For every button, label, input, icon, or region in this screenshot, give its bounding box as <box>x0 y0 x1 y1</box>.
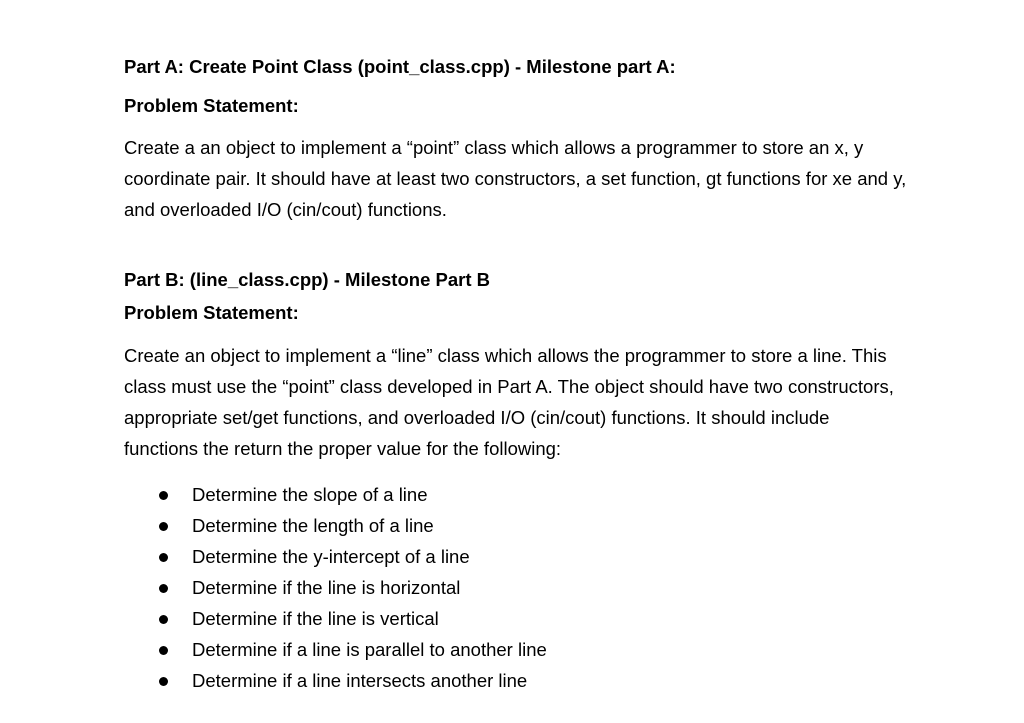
part-a-statement-line: coordinate pair. It should have at least two constructors, a set function, gt functions for xe and y, <box>124 168 907 189</box>
list-item <box>124 667 547 698</box>
part-b-statement-line: class must use the “point” class developed in Part A. The object should have two constructors, <box>124 376 894 397</box>
list-item-text: Determine if a line is parallel to another line <box>192 639 547 660</box>
list-item-text: Determine if the line is horizontal <box>192 577 461 598</box>
list-item-text: Determine the slope of a line <box>192 484 428 505</box>
list-item-text: Determine the length of a line <box>192 515 434 536</box>
bullet-icon <box>159 677 168 686</box>
part-b-statement-line: functions the return the proper value for the following: <box>124 438 562 459</box>
bullet-icon <box>159 584 168 593</box>
part-b-statement <box>124 340 894 464</box>
list-item <box>124 636 547 667</box>
part-b-statement-line: Create an object to implement a “line” class which allows the programmer to store a line. This <box>124 345 887 366</box>
part-b-problem-label: Problem Statement: <box>124 302 299 323</box>
bullet-icon <box>159 491 168 500</box>
bullet-icon <box>159 615 168 624</box>
part-a-problem-label: Problem Statement: <box>124 95 299 116</box>
list-item-text: Determine if the line is vertical <box>192 608 439 629</box>
bullet-icon <box>159 646 168 655</box>
list-item <box>124 574 547 605</box>
list-item <box>124 543 547 574</box>
list-item <box>124 512 547 543</box>
list-item <box>124 481 547 512</box>
part-a-statement-line: and overloaded I/O (cin/cout) functions. <box>124 199 447 220</box>
requirements-list <box>124 481 547 698</box>
list-item-text: Determine the y-intercept of a line <box>192 546 470 567</box>
part-b-statement-line: appropriate set/get functions, and overloaded I/O (cin/cout) functions. It should include <box>124 407 830 428</box>
part-a-statement <box>124 132 906 225</box>
bullet-icon <box>159 522 168 531</box>
part-b-heading: Part B: (line_class.cpp) - Milestone Part B <box>124 269 490 290</box>
part-a-statement-line: Create a an object to implement a “point” class which allows a programmer to store an x, y <box>124 137 864 158</box>
bullet-icon <box>159 553 168 562</box>
list-item <box>124 605 547 636</box>
list-item-text: Determine if a line intersects another line <box>192 670 528 691</box>
part-a-heading: Part A: Create Point Class (point_class.cpp) - Milestone part A: <box>124 56 676 77</box>
